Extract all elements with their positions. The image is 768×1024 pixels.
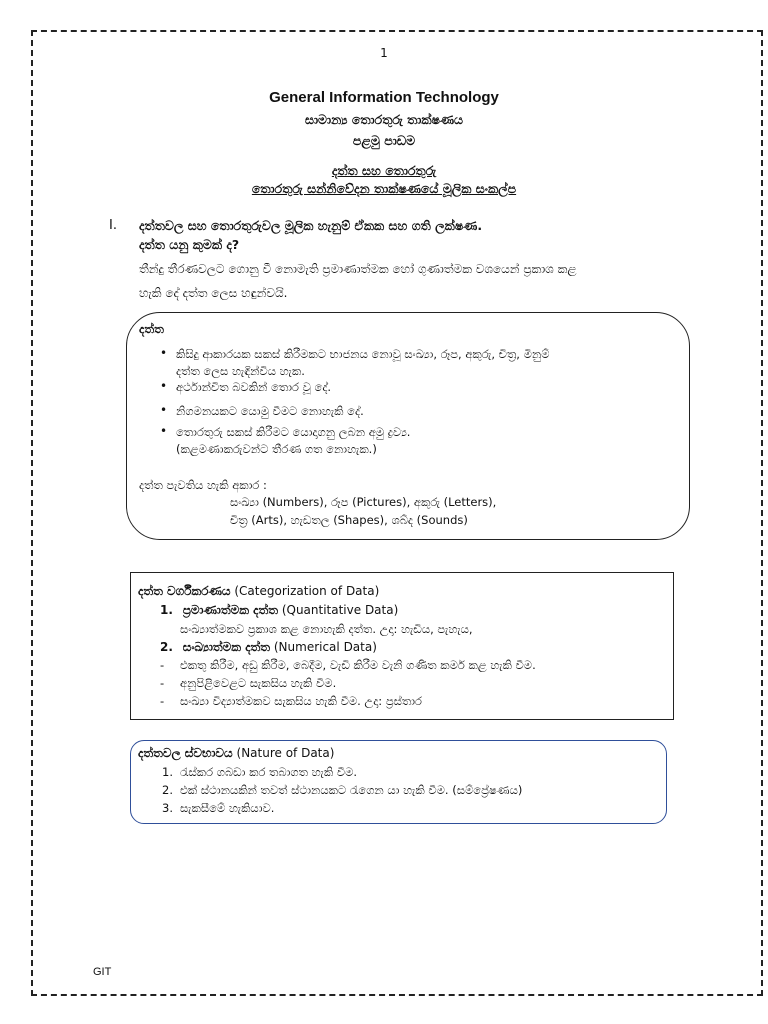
nature-title-si: දත්තවල ස්වභාවය <box>138 746 233 760</box>
bullet-marker: • <box>160 346 168 360</box>
category-1-number: 1. <box>160 603 173 617</box>
data-bullet-4: තොරතුරු සකස් කිරීමට යොදාගනු ලබන අමු ද්‍රව්‍ය. <box>176 425 411 439</box>
nature-item-2: එක් ස්ථානයකින් තවත් ස්ථානයකට රැගෙන යා හැකි වීම. (සම්ප්‍රේෂණය) <box>180 783 523 797</box>
data-forms-line-1: සංඛ්‍යා (Numbers), රූප (Pictures), අකුරු (Letters), <box>230 495 497 509</box>
lesson-label: පළමු පාඩම <box>352 133 416 148</box>
definition-line-1: තීන්දු තීරණවලට ගොනු වී නොමැති ප්‍රමාණාත්මක හෝ ගුණාත්මක වශයෙන් ප්‍රකාශ කළ <box>139 262 577 276</box>
data-bullet-3: නිගමනයකට යොමු වීමට නොහැකි දේ. <box>176 404 364 418</box>
category-item-1 <box>160 603 398 618</box>
category-1-label-si: ප්‍රමාණාත්මක දත්ත <box>182 603 278 617</box>
document-subtitle: සාමාන්‍ය තොරතුරු තාක්ෂණය <box>304 112 464 127</box>
nature-item-1: රැස්කර ගබඩා කර තබාගත හැකි වීම. <box>180 765 358 779</box>
nature-item-3-number: 3. <box>162 801 173 815</box>
data-box-title: දත්ත <box>139 322 164 336</box>
bullet-marker: • <box>160 403 168 417</box>
data-bullet-1: කිසිදු ආකාරයක සකස් කිරීමකට භාජනය නොවූ සංඛ්‍යා, රූප, අකුරු, චිත්‍ර, මිනුම් <box>176 347 550 361</box>
data-bullet-1-cont: දත්ත ලෙස හැඳින්විය හැක. <box>176 364 305 378</box>
category-2-label-si: සංඛ්‍යාත්මක දත්ත <box>182 640 271 654</box>
section-number: I. <box>109 218 117 233</box>
nature-title <box>138 746 334 761</box>
data-bullet-2: අර්ථාන්විත බවකින් තොර වූ දේ. <box>176 380 332 394</box>
data-forms-line-2: චිත්‍ර (Arts), හැඩතල (Shapes), ශබ්ද (Sounds) <box>230 513 468 527</box>
categorization-title-en: (Categorization of Data) <box>234 584 380 598</box>
topic-line-1: දත්ත සහ තොරතුරු <box>331 163 437 178</box>
topic-line-2: තොරතුරු සන්නිවේදන තාක්ෂණයේ මූලික සංකල්ප <box>251 181 517 196</box>
category-2-label-en: (Numerical Data) <box>273 640 377 654</box>
category-1-description: සංඛ්‍යාත්මකව ප්‍රකාශ කළ නොහැකි දත්ත. උදා: හැඩිය, පැහැය, <box>180 622 473 636</box>
section-question: දත්ත යනු කුමක් ද? <box>139 237 240 252</box>
document-title: General Information Technology <box>269 89 499 106</box>
bullet-marker: • <box>160 379 168 393</box>
category-2-point-3: සංඛ්‍යා විද්‍යාත්මකව සැකසිය හැකි වීම. උදා: ප්‍රස්තාර <box>180 694 422 708</box>
category-1-label-en: (Quantitative Data) <box>281 603 399 617</box>
category-item-2 <box>160 640 377 655</box>
nature-item-2-number: 2. <box>162 783 173 797</box>
nature-item-1-number: 1. <box>162 765 173 779</box>
page-number: 1 <box>380 46 388 60</box>
dash-marker: - <box>160 658 165 672</box>
data-bullet-4-cont: (කළමණාකරුවන්ට තීරණ ගත නොහැක.) <box>176 442 377 456</box>
categorization-title-si: දත්ත වර්ගීකරණය <box>138 584 231 598</box>
section-heading: දත්තවල සහ තොරතුරුවල මූලික හැනුම් ඒකක සහ ගති ලක්ෂණ. <box>139 218 483 233</box>
category-2-number: 2. <box>160 640 173 654</box>
dash-marker: - <box>160 694 165 708</box>
footer-label: GIT <box>93 966 112 978</box>
nature-title-en: (Nature of Data) <box>236 746 335 760</box>
bullet-marker: • <box>160 424 168 438</box>
nature-item-3: සැකසීමේ හැකියාව. <box>180 801 275 815</box>
data-forms-label: දත්ත පැවතිය හැකි අකාර : <box>139 478 267 492</box>
category-2-point-2: අනුපිළිවෙළට සැකසිය හැකි වීම. <box>180 676 337 690</box>
dash-marker: - <box>160 676 165 690</box>
categorization-title <box>138 584 379 599</box>
definition-line-2: හැකි දේ දත්ත ලෙස හඳුන්වයි. <box>139 286 288 300</box>
category-2-point-1: එකතු කිරීම, අඩු කිරීම, බෙදීම, වැඩි කිරීම වැනි ගණිත කර්ම කළ හැකි වීම. <box>180 658 536 672</box>
